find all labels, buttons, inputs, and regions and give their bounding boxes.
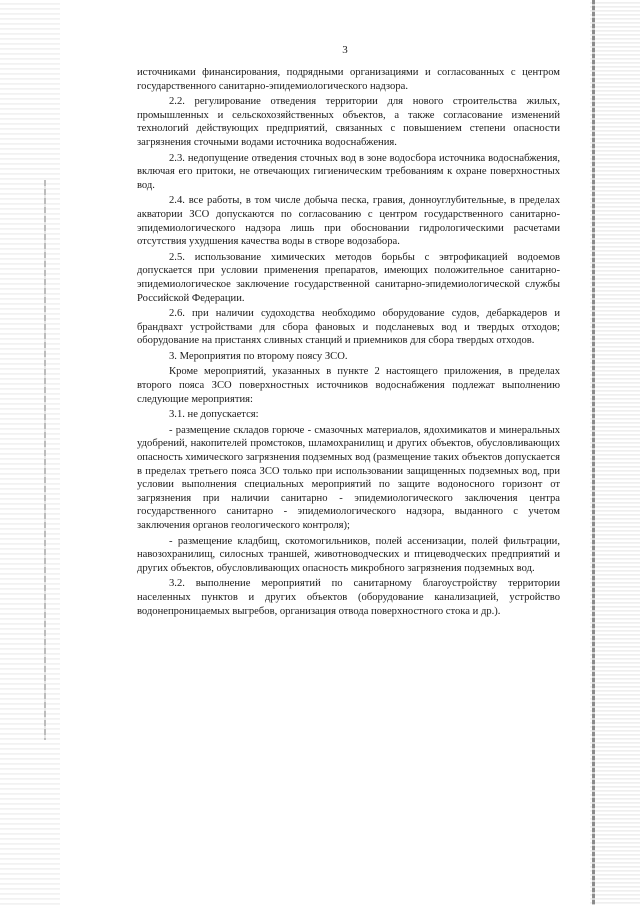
scan-left-margin (0, 0, 60, 905)
paragraph: Кроме мероприятий, указанных в пункте 2 настоящего приложения, в пределах второго пояса ЗСО поверхностных источников водоснабжения подлежат выполнению следующие мероприятия: (137, 366, 560, 405)
paragraph: источниками финансирования, подрядными организациями и согласованных с центром государственного санитарно-эпидемиологического надзора. (137, 67, 560, 92)
page-number: 3 (342, 44, 348, 56)
paragraph: 2.2. регулирование отведения территории для нового строительства жилых, промышленных и сельскохозяйственных объектов, а также согласование изменений технологий действующих предприятий, связанных с повышением степени опасности загрязнения сточными водами источника водоснабжения. (137, 96, 560, 148)
paragraph: 3.2. выполнение мероприятий по санитарному благоустройству территории населенных пунктов и других объектов (оборудование канализацией, устройство водонепроницаемых выгребов, организация отвода поверхностного стока и др.). (137, 578, 560, 617)
scan-right-margin (590, 0, 640, 905)
list-item: - размещение складов горюче - смазочных материалов, ядохимикатов и минеральных удобрений, накопителей промстоков, шламохранилищ и других объектов, обусловливающих опасность химического загрязнения подземных вод (размещение таких объектов допускается в пределах третьего пояса ЗСО только при использовании защищенных подземных вод, при условии выполнения специальных мероприятий по защите водоносного горизонт от загрязнения при наличии санитарно - эпидемиологического заключения центра государственного санитарно - эпидемиологического надзора, выданного с учетом заключения органов геологического контроля); (137, 424, 560, 531)
paragraph: 2.6. при наличии судоходства необходимо оборудование судов, дебаркадеров и брандвахт устройствами для сбора фановых и подсланевых вод и твердых отходов; оборудование на пристанях сливных станций и приемников для сбора твердых отходов. (137, 308, 560, 347)
paragraph: 2.4. все работы, в том числе добыча песка, гравия, донноуглубительные, в пределах акватории ЗСО допускаются по согласованию с центром государственного санитарно-эпидемиологического надзора лишь при обосновании гидрологическими расчетами отсутствия ухудшения качества воды в створе водозабора. (137, 195, 560, 248)
paragraph: 2.5. использование химических методов борьбы с эвтрофикацией водоемов допускается при условии применения препаратов, имеющих положительное санитарно-эпидемиологическое заключение государственной санитарно-эпидемиологической службы Российской Федерации. (137, 251, 560, 304)
list-item: - размещение кладбищ, скотомогильников, полей ассенизации, полей фильтрации, навозохранилищ, силосных траншей, животноводческих и птицеводческих предприятий и других объектов, обусловливающих опасность микробного загрязнения подземных вод. (137, 535, 560, 574)
paragraph: 2.3. недопущение отведения сточных вод в зоне водосбора источника водоснабжения, включая его притоки, не отвечающих гигиеническим требованиям к охране поверхностных вод. (137, 152, 560, 191)
section-heading: 3. Мероприятия по второму поясу ЗСО. (169, 350, 348, 362)
document-body (137, 66, 560, 618)
paragraph: 3.1. не допускается: (169, 409, 259, 421)
